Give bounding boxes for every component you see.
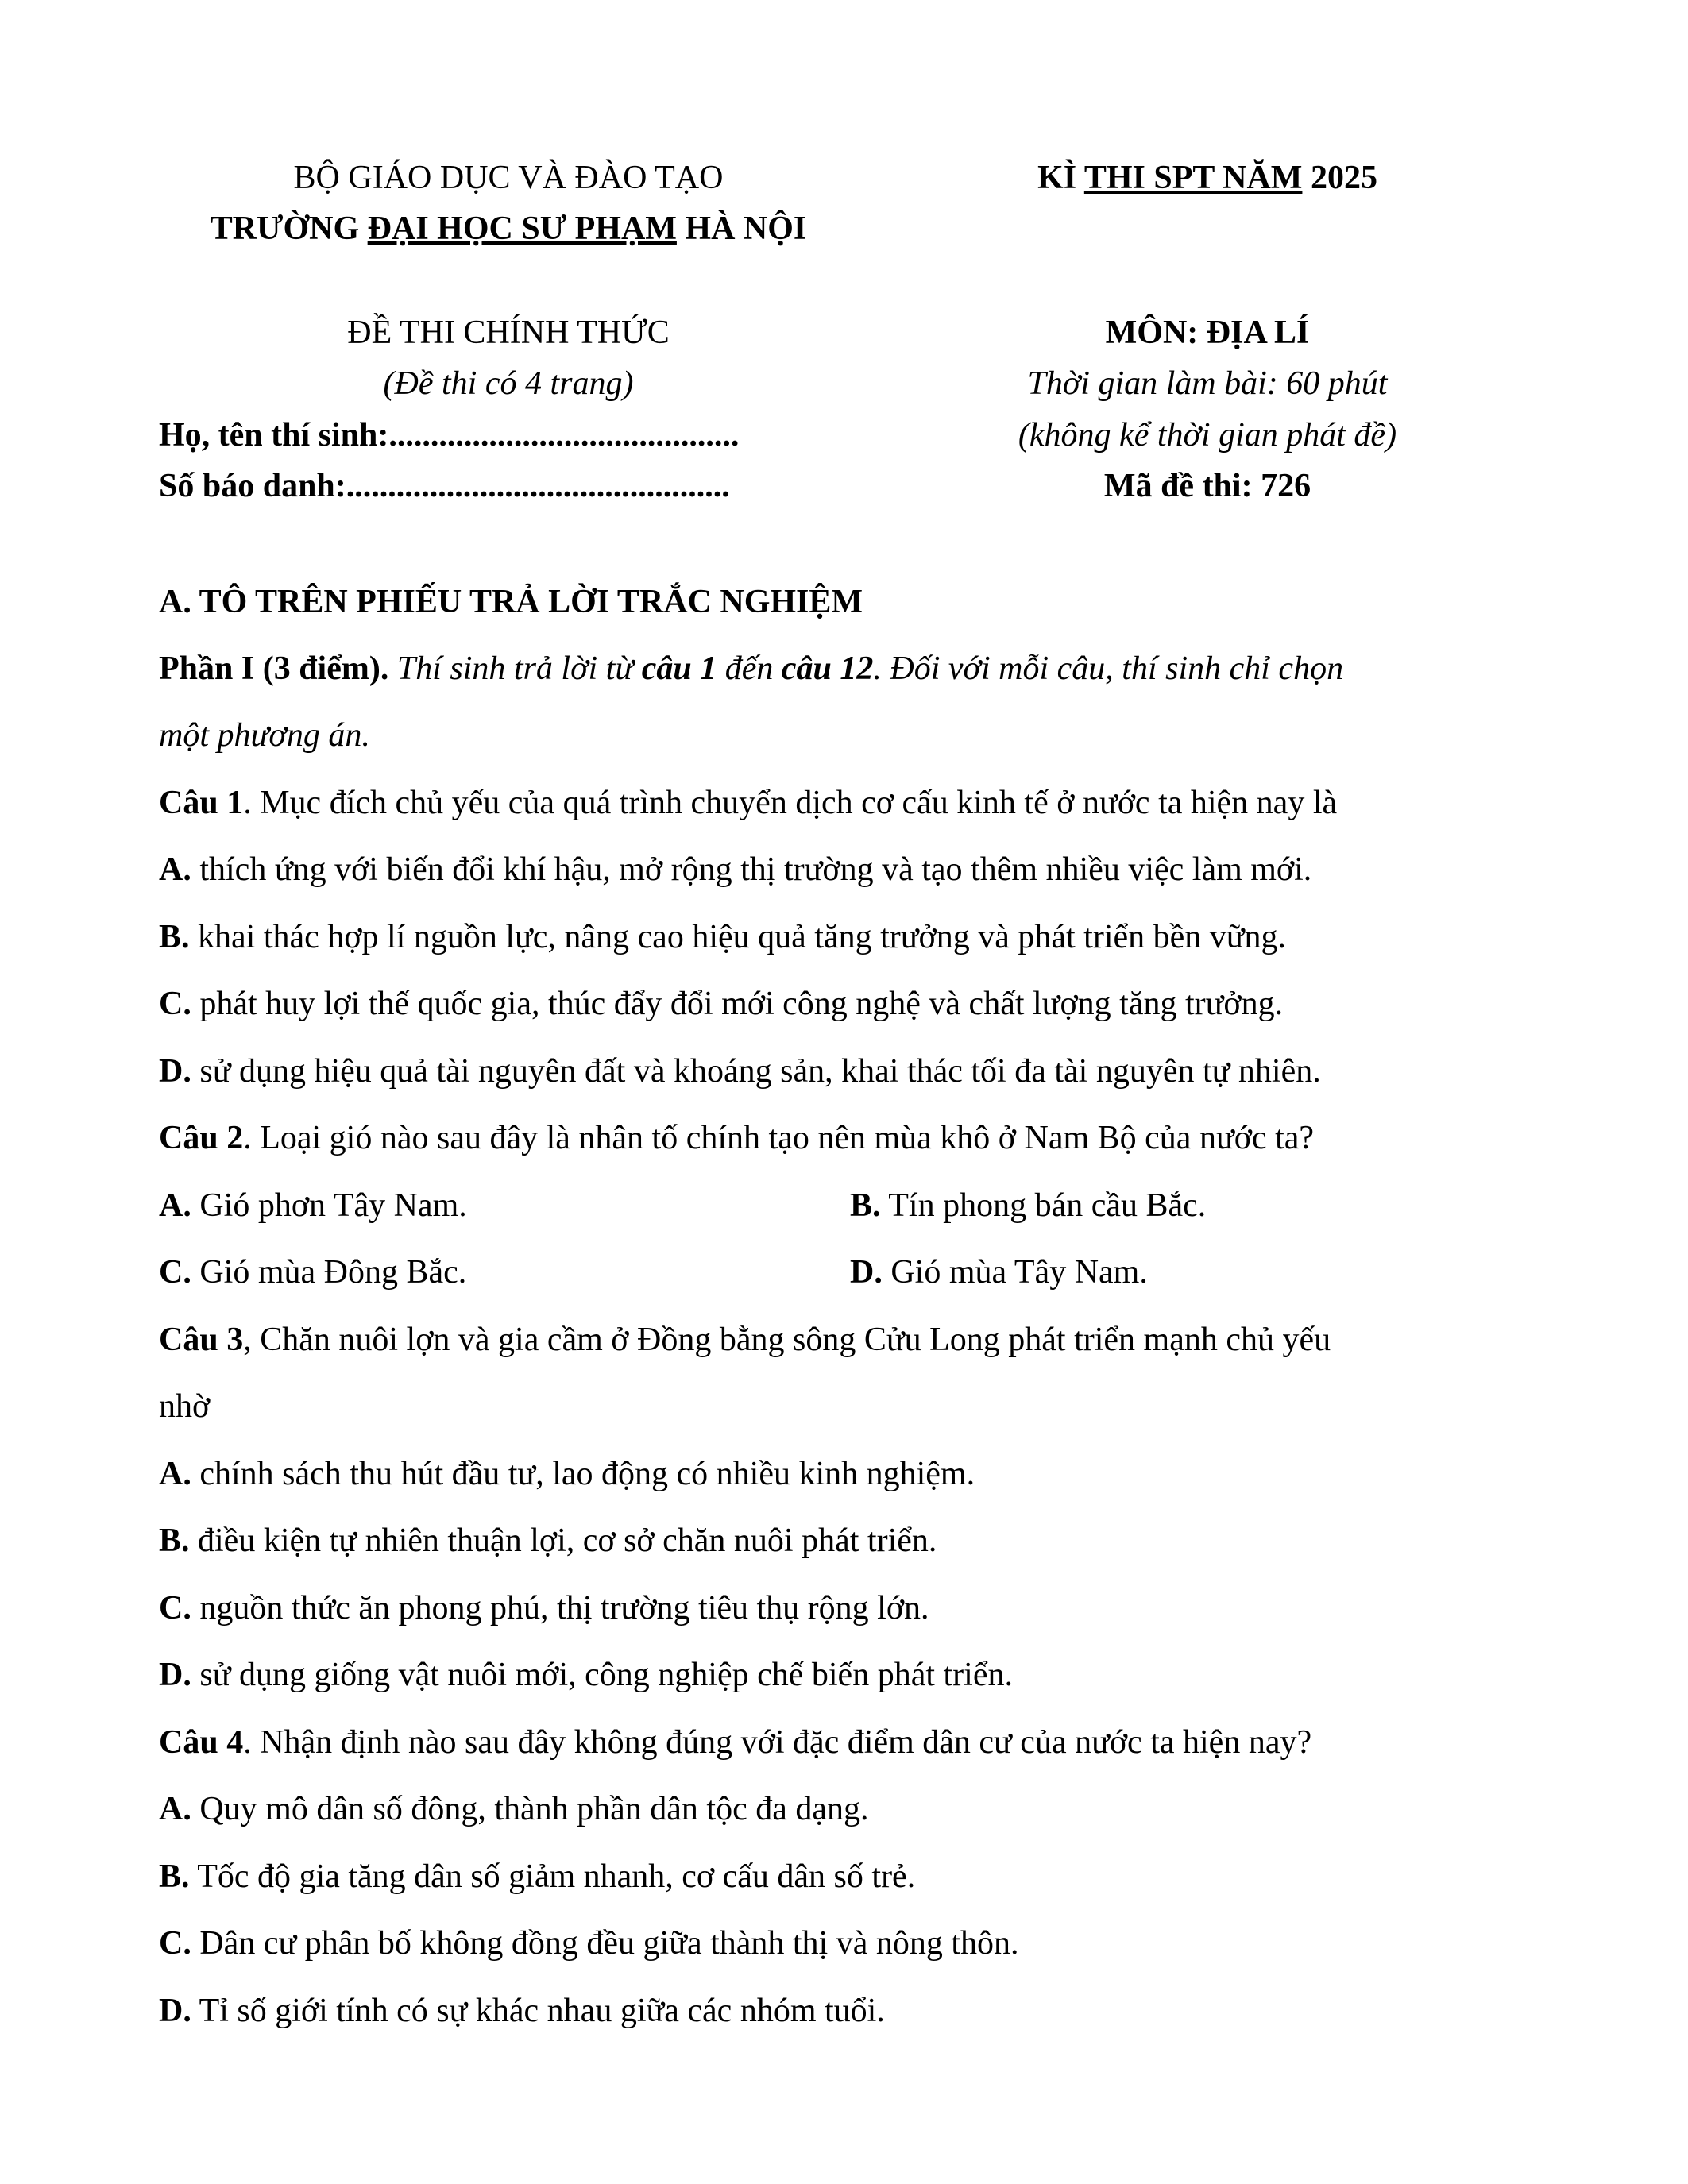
- question-label: Câu 4: [159, 1724, 244, 1761]
- option-text: Gió mùa Đông Bắc.: [191, 1254, 467, 1291]
- question-sep: ,: [243, 1322, 252, 1358]
- option-b: [159, 916, 1286, 958]
- option-key: B.: [159, 1522, 190, 1559]
- option-text: nguồn thức ăn phong phú, thị trường tiêu thụ rộng lớn.: [191, 1590, 929, 1626]
- option-c: [159, 1588, 929, 1629]
- exam-underlined: THI SPT NĂM: [1083, 160, 1303, 196]
- option-key: C.: [159, 1254, 191, 1291]
- question-sep: .: [243, 1120, 252, 1156]
- option-text: phát huy lợi thế quốc gia, thúc đẩy đổi mới công nghệ và chất lượng tăng trưởng.: [191, 986, 1284, 1022]
- question-label: Câu 1: [159, 785, 244, 821]
- exam-prefix: KÌ: [1037, 160, 1084, 196]
- subject-label: MÔN: ĐỊA LÍ: [1105, 314, 1310, 351]
- official-label: ĐỀ THI CHÍNH THỨC: [347, 314, 670, 351]
- option-text: Tín phong bán cầu Bắc.: [880, 1187, 1207, 1224]
- section-title: A. TÔ TRÊN PHIẾU TRẢ LỜI TRẮC NGHIỆM: [159, 584, 863, 620]
- instr-q1: câu 1: [641, 650, 717, 687]
- question-stem: [159, 782, 1337, 824]
- question-sep: .: [243, 1724, 252, 1761]
- option-key: C.: [159, 1925, 191, 1962]
- question-stem-line2: nhờ: [159, 1388, 211, 1425]
- option-b: [159, 1856, 915, 1897]
- option-c: [159, 1923, 1019, 1964]
- exam-title: [890, 157, 1525, 199]
- question-sep: .: [243, 785, 252, 821]
- option-d: [159, 1654, 1013, 1696]
- option-key: C.: [159, 986, 191, 1022]
- option-text: Gió mùa Tây Nam.: [882, 1254, 1148, 1291]
- option-text: Gió phơn Tây Nam.: [191, 1187, 467, 1224]
- option-key: A.: [159, 851, 191, 888]
- time-label: Thời gian làm bài: 60 phút: [1027, 365, 1388, 402]
- candidate-name-field: Họ, tên thí sinh:..........................................: [159, 417, 740, 453]
- candidate-number-field: Số báo danh:..............................................: [159, 468, 730, 504]
- option-key: B.: [159, 1858, 190, 1895]
- part-label: Phần I (3 điểm).: [159, 650, 389, 687]
- time-note: (không kể thời gian phát đề): [1018, 417, 1397, 453]
- option-key: A.: [159, 1456, 191, 1492]
- option-text: Quy mô dân số đông, thành phần dân tộc đa dạng.: [191, 1791, 869, 1827]
- part-instructions-line2: một phương án.: [159, 717, 370, 754]
- option-key: B.: [850, 1187, 881, 1224]
- option-text: chính sách thu hút đầu tư, lao động có nhiều kinh nghiệm.: [191, 1456, 975, 1492]
- option-key: C.: [159, 1590, 191, 1626]
- option-c: [159, 1252, 466, 1293]
- option-text: Tốc độ gia tăng dân số giảm nhanh, cơ cấu dân số trẻ.: [189, 1858, 916, 1895]
- option-a: [159, 1788, 869, 1830]
- part-instructions: [159, 648, 1343, 689]
- option-key: D.: [850, 1254, 883, 1291]
- school-underlined: ĐẠI HỌC SƯ PHẠM: [367, 210, 677, 247]
- option-text: Tỉ số giới tính có sự khác nhau giữa các nhóm tuổi.: [191, 1993, 885, 2029]
- option-c: [159, 983, 1283, 1024]
- instr-text-3: . Đối với mỗi câu, thí sinh chỉ chọn: [873, 650, 1344, 687]
- question-stem: [159, 1117, 1314, 1159]
- option-key: B.: [159, 919, 190, 955]
- option-text: điều kiện tự nhiên thuận lợi, cơ sở chăn nuôi phát triển.: [189, 1522, 937, 1559]
- option-d: [850, 1252, 1148, 1293]
- school-suffix: HÀ NỘI: [676, 210, 807, 247]
- option-b: [850, 1185, 1206, 1226]
- option-key: D.: [159, 1053, 191, 1090]
- question-label: Câu 2: [159, 1120, 244, 1156]
- option-a: [159, 1453, 975, 1495]
- question-stem: [159, 1319, 1331, 1360]
- school-name: [159, 208, 858, 249]
- option-a: [159, 1185, 467, 1226]
- question-stem: [159, 1722, 1311, 1763]
- option-text: Dân cư phân bố không đồng đều giữa thành thị và nông thôn.: [191, 1925, 1019, 1962]
- option-text: sử dụng giống vật nuôi mới, công nghiệp chế biến phát triển.: [191, 1657, 1013, 1693]
- option-text: sử dụng hiệu quả tài nguyên đất và khoáng sản, khai thác tối đa tài nguyên tự nhiên.: [191, 1053, 1321, 1090]
- question-text: Chăn nuôi lợn và gia cầm ở Đồng bằng sông Cửu Long phát triển mạnh chủ yếu: [251, 1322, 1331, 1358]
- instr-q12: câu 12: [781, 650, 874, 687]
- instr-text-2: đến: [717, 650, 782, 687]
- question-text: Nhận định nào sau đây không đúng với đặc điểm dân cư của nước ta hiện nay?: [251, 1724, 1312, 1761]
- option-a: [159, 849, 1311, 890]
- option-d: [159, 1051, 1321, 1092]
- question-label: Câu 3: [159, 1322, 244, 1358]
- ministry-name: BỘ GIÁO DỤC VÀ ĐÀO TẠO: [293, 160, 724, 196]
- option-text: thích ứng với biến đổi khí hậu, mở rộng thị trường và tạo thêm nhiều việc làm mới.: [191, 851, 1312, 888]
- option-b: [159, 1520, 937, 1561]
- option-text: khai thác hợp lí nguồn lực, nâng cao hiệu quả tăng trưởng và phát triển bền vững.: [189, 919, 1287, 955]
- question-text: Loại gió nào sau đây là nhân tố chính tạo nên mùa khô ở Nam Bộ của nước ta?: [251, 1120, 1315, 1156]
- school-prefix: TRƯỜNG: [210, 210, 368, 247]
- exam-code: Mã đề thi: 726: [1103, 468, 1311, 504]
- instr-text-1: Thí sinh trả lời từ: [388, 650, 642, 687]
- pages-note: (Đề thi có 4 trang): [383, 365, 634, 402]
- option-key: D.: [159, 1993, 191, 2029]
- option-key: A.: [159, 1187, 191, 1224]
- exam-suffix: 2025: [1302, 160, 1377, 196]
- option-key: A.: [159, 1791, 191, 1827]
- option-d: [159, 1990, 885, 2032]
- question-text: Mục đích chủ yếu của quá trình chuyển dịch cơ cấu kinh tế ở nước ta hiện nay là: [251, 785, 1338, 821]
- option-key: D.: [159, 1657, 191, 1693]
